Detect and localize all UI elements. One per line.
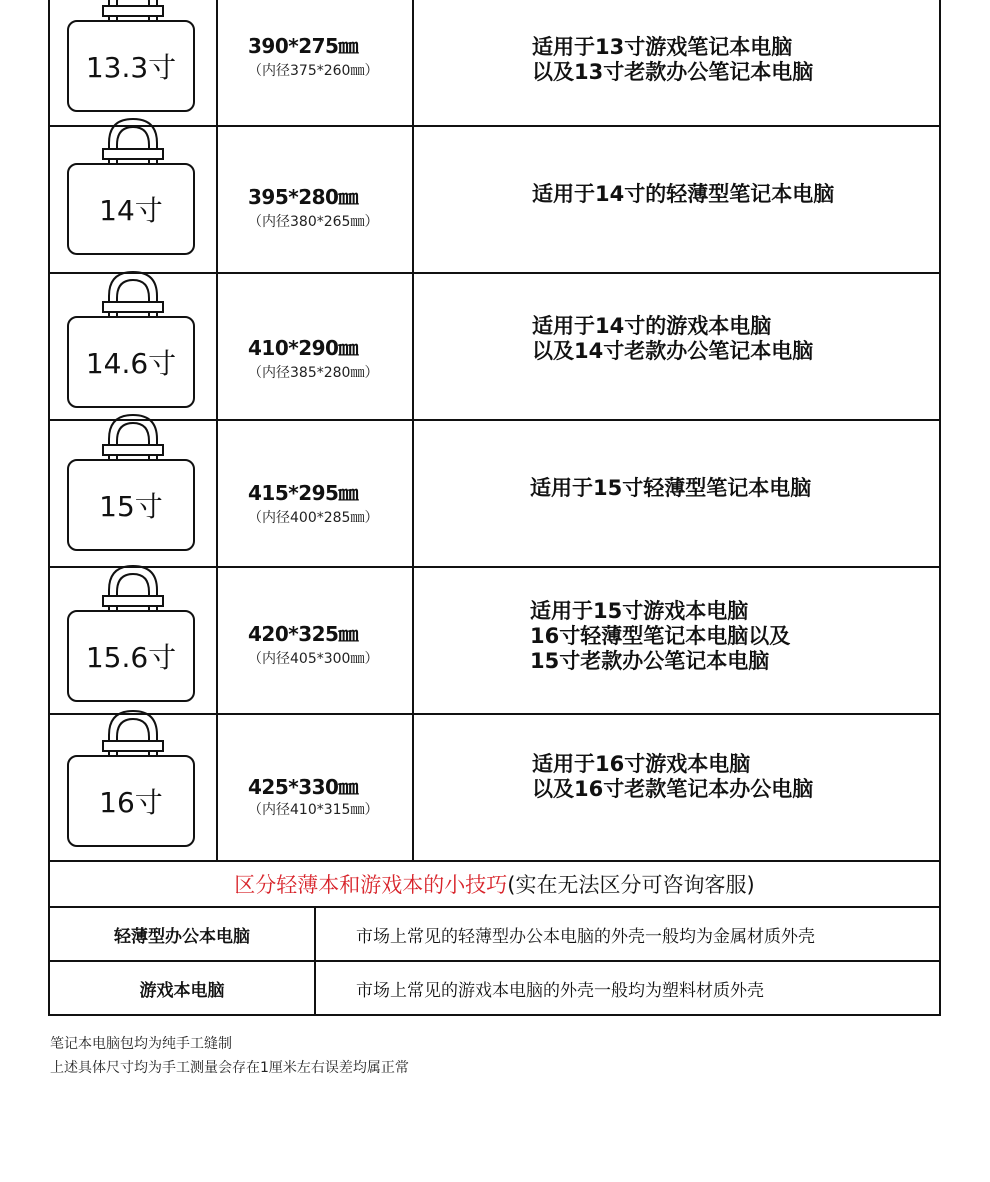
description xyxy=(530,476,811,501)
description xyxy=(532,182,834,207)
description xyxy=(530,599,790,674)
description xyxy=(532,314,813,364)
bag-cell xyxy=(50,715,218,860)
description xyxy=(532,35,813,85)
description-line: 以及16寸老款笔记本办公电脑 xyxy=(532,776,814,801)
bag-handle-icon xyxy=(101,562,165,614)
description-line: 适用于14寸的游戏本电脑 xyxy=(532,313,772,338)
description-line: 适用于14寸的轻薄型笔记本电脑 xyxy=(532,182,835,206)
description-cell xyxy=(414,715,939,860)
tip-text: 市场上常见的轻薄型办公本电脑的外壳一般均为金属材质外壳 xyxy=(356,926,815,947)
bag-cell xyxy=(50,568,218,713)
inner-dimension: （内径375*260㎜） xyxy=(248,63,379,79)
bag-icon xyxy=(67,20,195,112)
bag-cell xyxy=(50,421,218,566)
description-line: 以及13寸老款办公笔记本电脑 xyxy=(532,59,814,84)
dimension-cell xyxy=(218,568,414,713)
bag-size-label: 14.6寸 xyxy=(85,347,177,380)
outer-dimension: 395*280㎜ xyxy=(248,185,358,209)
bag-cell xyxy=(50,127,218,272)
footnote: 笔记本电脑包均为纯手工缝制 xyxy=(50,1036,232,1052)
bag-handle-icon xyxy=(101,411,165,463)
bag-size-label: 16寸 xyxy=(99,786,163,819)
bag-cell xyxy=(50,0,218,125)
outer-dimension: 420*325㎜ xyxy=(248,622,358,646)
outer-dimension: 410*290㎜ xyxy=(248,336,358,360)
dimension-cell xyxy=(218,421,414,566)
inner-dimension: （内径385*280㎜） xyxy=(248,365,379,381)
tip-label: 轻薄型办公本电脑 xyxy=(50,908,316,960)
bag-icon xyxy=(67,610,195,702)
description xyxy=(532,752,813,802)
size-row xyxy=(50,127,939,274)
tip-row xyxy=(50,962,939,1014)
outer-dimension: 425*330㎜ xyxy=(248,775,358,799)
size-row xyxy=(50,274,939,421)
bag-icon xyxy=(67,459,195,551)
description-cell xyxy=(414,127,939,272)
tips-subtitle: (实在无法区分可咨询客服) xyxy=(507,873,755,897)
description-line: 适用于16寸游戏本电脑 xyxy=(532,751,751,776)
inner-dimension: （内径380*265㎜） xyxy=(248,214,379,230)
outer-dimension: 390*275㎜ xyxy=(248,34,358,58)
bag-icon xyxy=(67,755,195,847)
size-table xyxy=(48,0,941,1016)
description-line: 适用于15寸轻薄型笔记本电脑 xyxy=(530,476,812,500)
bag-size-label: 15寸 xyxy=(99,490,163,523)
dimension-cell xyxy=(218,715,414,860)
dimension-cell xyxy=(218,274,414,419)
tip-row xyxy=(50,908,939,962)
dimension-cell xyxy=(218,127,414,272)
bag-handle-icon xyxy=(101,707,165,759)
description-cell xyxy=(414,568,939,713)
inner-dimension: （内径405*300㎜） xyxy=(248,651,379,667)
bag-size-label: 15.6寸 xyxy=(85,641,177,674)
bag-icon xyxy=(67,163,195,255)
bag-handle-icon xyxy=(101,0,165,24)
size-row xyxy=(50,568,939,715)
size-row xyxy=(50,0,939,127)
bag-size-label: 13.3寸 xyxy=(85,51,177,84)
outer-dimension: 415*295㎜ xyxy=(248,481,358,505)
tips-title: 区分轻薄本和游戏本的小技巧 xyxy=(234,873,508,897)
tip-text: 市场上常见的游戏本电脑的外壳一般均为塑料材质外壳 xyxy=(356,980,764,1001)
description-line: 适用于13寸游戏笔记本电脑 xyxy=(532,34,793,59)
description-cell xyxy=(414,421,939,566)
tip-label: 游戏本电脑 xyxy=(50,962,316,1014)
bag-icon xyxy=(67,316,195,408)
description-line: 以及14寸老款办公笔记本电脑 xyxy=(532,338,814,363)
description-line: 适用于15寸游戏本电脑 xyxy=(530,599,749,623)
inner-dimension: （内径400*285㎜） xyxy=(248,510,379,526)
size-row xyxy=(50,715,939,862)
description-line: 16寸轻薄型笔记本电脑以及 xyxy=(530,624,791,648)
description-cell xyxy=(414,0,939,125)
size-row xyxy=(50,421,939,568)
description-line: 15寸老款办公笔记本电脑 xyxy=(530,649,770,673)
bag-size-label: 14寸 xyxy=(99,194,163,227)
dimension-cell xyxy=(218,0,414,125)
description-cell xyxy=(414,274,939,419)
inner-dimension: （内径410*315㎜） xyxy=(248,802,379,818)
bag-cell xyxy=(50,274,218,419)
footnote: 上述具体尺寸均为手工测量会存在1厘米左右误差均属正常 xyxy=(50,1060,409,1076)
bag-handle-icon xyxy=(101,268,165,320)
tips-heading xyxy=(50,862,939,908)
bag-handle-icon xyxy=(101,115,165,167)
